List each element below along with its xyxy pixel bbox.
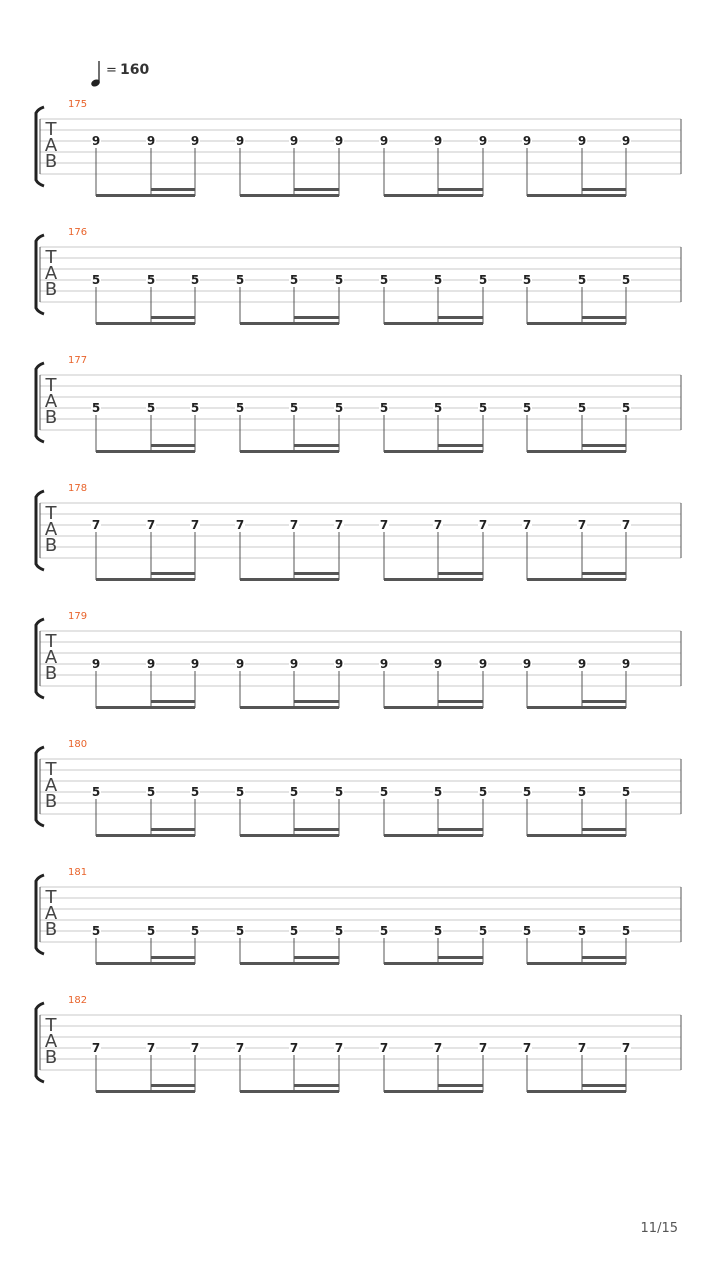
fret-number: 7: [235, 518, 245, 532]
primary-beam: [384, 322, 483, 325]
fret-number: 5: [478, 273, 488, 287]
fret-number: 7: [334, 518, 344, 532]
fret-number: 7: [621, 1041, 631, 1055]
fret-number: 9: [621, 134, 631, 148]
fret-number: 5: [522, 924, 532, 938]
tab-clef-b: B: [44, 1047, 58, 1068]
secondary-beam: [151, 316, 195, 319]
secondary-beam: [582, 828, 626, 831]
tab-clef-a: A: [44, 263, 58, 284]
fret-number: 5: [190, 785, 200, 799]
primary-beam: [527, 450, 626, 453]
fret-number: 5: [190, 924, 200, 938]
primary-beam: [527, 1090, 626, 1093]
fret-number: 5: [433, 401, 443, 415]
fret-number: 7: [190, 1041, 200, 1055]
fret-number: 5: [621, 273, 631, 287]
fret-number: 5: [146, 924, 156, 938]
fret-number: 5: [379, 785, 389, 799]
tab-clef-a: A: [44, 135, 58, 156]
fret-number: 5: [522, 401, 532, 415]
secondary-beam: [438, 572, 483, 575]
fret-number: 5: [433, 785, 443, 799]
fret-number: 7: [91, 1041, 101, 1055]
fret-number: 5: [235, 785, 245, 799]
primary-beam: [240, 194, 339, 197]
tab-clef-t: T: [45, 631, 57, 652]
tab-clef-a: A: [44, 903, 58, 924]
primary-beam: [240, 834, 339, 837]
fret-number: 5: [478, 785, 488, 799]
secondary-beam: [151, 444, 195, 447]
primary-beam: [384, 578, 483, 581]
secondary-beam: [438, 188, 483, 191]
secondary-beam: [438, 444, 483, 447]
secondary-beam: [582, 700, 626, 703]
fret-number: 9: [146, 134, 156, 148]
primary-beam: [96, 962, 195, 965]
tab-clef-t: T: [45, 119, 57, 140]
fret-number: 5: [433, 924, 443, 938]
fret-number: 5: [146, 401, 156, 415]
fret-number: 5: [379, 401, 389, 415]
primary-beam: [96, 194, 195, 197]
primary-beam: [240, 962, 339, 965]
tab-clef-b: B: [44, 279, 58, 300]
secondary-beam: [294, 956, 339, 959]
fret-number: 7: [334, 1041, 344, 1055]
fret-number: 7: [478, 518, 488, 532]
tab-clef-t: T: [45, 759, 57, 780]
fret-number: 5: [334, 924, 344, 938]
fret-number: 9: [577, 134, 587, 148]
fret-number: 9: [334, 657, 344, 671]
fret-number: 5: [478, 924, 488, 938]
fret-number: 5: [235, 273, 245, 287]
primary-beam: [240, 706, 339, 709]
tab-clef-t: T: [45, 887, 57, 908]
fret-number: 7: [621, 518, 631, 532]
tab-system-175: [36, 99, 681, 197]
fret-number: 5: [190, 273, 200, 287]
fret-number: 7: [190, 518, 200, 532]
tab-clef-t: T: [45, 503, 57, 524]
fret-number: 7: [522, 1041, 532, 1055]
secondary-beam: [294, 1084, 339, 1087]
primary-beam: [240, 578, 339, 581]
primary-beam: [384, 834, 483, 837]
fret-number: 9: [235, 134, 245, 148]
secondary-beam: [151, 1084, 195, 1087]
fret-number: 9: [190, 134, 200, 148]
secondary-beam: [294, 316, 339, 319]
fret-number: 5: [577, 401, 587, 415]
primary-beam: [96, 450, 195, 453]
fret-number: 5: [577, 785, 587, 799]
tab-system-176: [36, 227, 681, 325]
primary-beam: [96, 1090, 195, 1093]
measure-number: 181: [68, 867, 88, 878]
tab-clef-b: B: [44, 151, 58, 172]
fret-number: 5: [577, 273, 587, 287]
fret-number: 5: [289, 401, 299, 415]
fret-number: 9: [91, 657, 101, 671]
fret-number: 7: [146, 518, 156, 532]
fret-number: 5: [621, 401, 631, 415]
secondary-beam: [582, 1084, 626, 1087]
tab-clef-b: B: [44, 919, 58, 940]
secondary-beam: [438, 316, 483, 319]
fret-number: 5: [621, 785, 631, 799]
fret-number: 7: [91, 518, 101, 532]
primary-beam: [527, 962, 626, 965]
primary-beam: [527, 322, 626, 325]
secondary-beam: [294, 444, 339, 447]
fret-number: 9: [522, 657, 532, 671]
fret-number: 5: [91, 924, 101, 938]
fret-number: 9: [91, 134, 101, 148]
fret-number: 7: [433, 1041, 443, 1055]
fret-number: 9: [522, 134, 532, 148]
fret-number: 9: [146, 657, 156, 671]
primary-beam: [96, 578, 195, 581]
secondary-beam: [582, 956, 626, 959]
secondary-beam: [438, 1084, 483, 1087]
fret-number: 7: [577, 518, 587, 532]
secondary-beam: [582, 444, 626, 447]
fret-number: 5: [621, 924, 631, 938]
fret-number: 5: [91, 273, 101, 287]
measure-number: 177: [68, 355, 88, 366]
tab-system-179: [36, 611, 681, 709]
primary-beam: [240, 450, 339, 453]
tab-clef-t: T: [45, 1015, 57, 1036]
secondary-beam: [582, 316, 626, 319]
primary-beam: [527, 706, 626, 709]
fret-number: 5: [522, 273, 532, 287]
primary-beam: [384, 706, 483, 709]
primary-beam: [96, 834, 195, 837]
fret-number: 5: [146, 273, 156, 287]
fret-number: 9: [478, 134, 488, 148]
fret-number: 9: [289, 134, 299, 148]
fret-number: 5: [235, 401, 245, 415]
fret-number: 7: [433, 518, 443, 532]
fret-number: 7: [577, 1041, 587, 1055]
secondary-beam: [151, 700, 195, 703]
tab-clef-t: T: [45, 375, 57, 396]
secondary-beam: [294, 700, 339, 703]
page-number: 11/15: [640, 1221, 678, 1236]
fret-number: 5: [379, 273, 389, 287]
fret-number: 7: [289, 1041, 299, 1055]
primary-beam: [240, 1090, 339, 1093]
fret-number: 5: [433, 273, 443, 287]
primary-beam: [384, 1090, 483, 1093]
tab-clef-b: B: [44, 407, 58, 428]
tab-system-181: [36, 867, 681, 965]
fret-number: 5: [577, 924, 587, 938]
measure-number: 175: [68, 99, 88, 110]
tab-clef-a: A: [44, 1031, 58, 1052]
tab-system-177: [36, 355, 681, 453]
primary-beam: [527, 194, 626, 197]
measure-number: 176: [68, 227, 88, 238]
primary-beam: [240, 322, 339, 325]
secondary-beam: [582, 188, 626, 191]
primary-beam: [384, 962, 483, 965]
fret-number: 5: [190, 401, 200, 415]
fret-number: 9: [334, 134, 344, 148]
tab-clef-a: A: [44, 647, 58, 668]
fret-number: 7: [379, 518, 389, 532]
fret-number: 5: [91, 785, 101, 799]
tab-clef-t: T: [45, 247, 57, 268]
fret-number: 5: [379, 924, 389, 938]
fret-number: 5: [146, 785, 156, 799]
tempo-equals: =: [106, 63, 117, 78]
fret-number: 9: [478, 657, 488, 671]
fret-number: 5: [289, 785, 299, 799]
fret-number: 9: [433, 657, 443, 671]
tab-clef-a: A: [44, 519, 58, 540]
secondary-beam: [438, 828, 483, 831]
fret-number: 9: [621, 657, 631, 671]
measure-number: 182: [68, 995, 88, 1006]
fret-number: 9: [235, 657, 245, 671]
fret-number: 7: [146, 1041, 156, 1055]
secondary-beam: [151, 828, 195, 831]
fret-number: 5: [334, 273, 344, 287]
tab-system-180: [36, 739, 681, 837]
secondary-beam: [438, 700, 483, 703]
tab-clef-b: B: [44, 791, 58, 812]
fret-number: 9: [379, 134, 389, 148]
fret-number: 9: [379, 657, 389, 671]
measure-number: 178: [68, 483, 88, 494]
fret-number: 5: [478, 401, 488, 415]
fret-number: 7: [289, 518, 299, 532]
fret-number: 5: [91, 401, 101, 415]
measure-number: 180: [68, 739, 88, 750]
primary-beam: [96, 706, 195, 709]
primary-beam: [527, 834, 626, 837]
primary-beam: [384, 194, 483, 197]
fret-number: 9: [433, 134, 443, 148]
fret-number: 7: [478, 1041, 488, 1055]
measure-number: 179: [68, 611, 88, 622]
fret-number: 5: [334, 785, 344, 799]
primary-beam: [384, 450, 483, 453]
secondary-beam: [151, 188, 195, 191]
fret-number: 5: [235, 924, 245, 938]
fret-number: 7: [235, 1041, 245, 1055]
fret-number: 5: [522, 785, 532, 799]
fret-number: 9: [289, 657, 299, 671]
tempo-value: 160: [120, 62, 150, 78]
tab-system-178: [36, 483, 681, 581]
fret-number: 7: [379, 1041, 389, 1055]
secondary-beam: [151, 572, 195, 575]
primary-beam: [527, 578, 626, 581]
fret-number: 7: [522, 518, 532, 532]
secondary-beam: [582, 572, 626, 575]
secondary-beam: [438, 956, 483, 959]
fret-number: 5: [289, 924, 299, 938]
fret-number: 9: [190, 657, 200, 671]
fret-number: 5: [289, 273, 299, 287]
tab-system-182: [36, 995, 681, 1093]
primary-beam: [96, 322, 195, 325]
secondary-beam: [294, 188, 339, 191]
secondary-beam: [294, 572, 339, 575]
secondary-beam: [294, 828, 339, 831]
secondary-beam: [151, 956, 195, 959]
fret-number: 9: [577, 657, 587, 671]
tab-clef-a: A: [44, 391, 58, 412]
tab-clef-b: B: [44, 535, 58, 556]
fret-number: 5: [334, 401, 344, 415]
tab-clef-b: B: [44, 663, 58, 684]
tab-clef-a: A: [44, 775, 58, 796]
